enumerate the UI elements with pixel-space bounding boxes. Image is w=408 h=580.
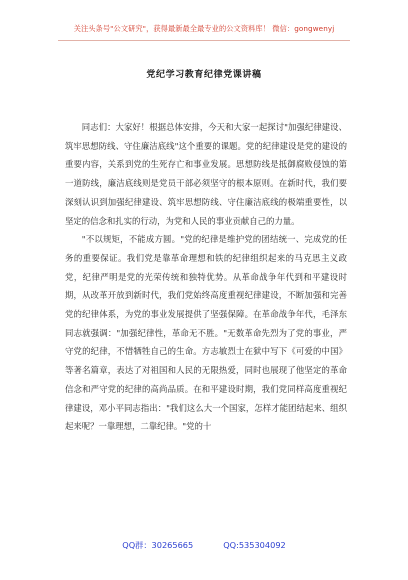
page-title: 党纪学习教育纪律党课讲稿 — [146, 70, 262, 80]
footer-qq-group: QQ群：30265665 — [122, 540, 194, 550]
document-body — [65, 118, 347, 436]
footer-qq: QQ:535304092 — [223, 540, 286, 550]
paragraph-1: 同志们：大家好！根据总体安排，今天和大家一起探讨"加强纪律建设、筑牢思想防线、守住廉洁底线"这个重要的课题。党的纪律建设是党的建设的重要内容，关系到党的生死存亡和事业发展。思想防线是抵御腐败侵蚀的第一道防线，廉洁底线则是党员干部必须坚守的根本原则。在新时代，我们要深刻认识到加强纪律建设、筑牢思想防线、守住廉洁底线的极端重要性，以坚定的信念和扎实的行动，为党和人民的事业贡献自己的力量。 — [65, 122, 347, 226]
header-divider — [58, 40, 350, 41]
header-banner: 关注头条号"公文研究"，获得最新最全最专业的公文资料库！ 微信：gongwenyj — [73, 24, 335, 33]
footer-contact — [0, 540, 408, 551]
paragraph-2: "不以规矩，不能成方圆。"党的纪律是维护党的团结统一、完成党的任务的重要保证。我们党是靠革命理想和铁的纪律组织起来的马克思主义政党，纪律严明是党的光荣传统和独特优势。从革命战争年代到和平建设时期，从改革开放到新时代，我们党始终高度重视纪律建设，不断加强和完善党的纪律体系，为党的事业发展提供了坚强保障。在革命战争年代，毛泽东同志就强调："加强纪律性，革命无不胜。"无数革命先烈为了党的事业，严守党的纪律，不惜牺牲自己的生命。方志敏烈士在狱中写下《可爱的中国》等著名篇章，表达了对祖国和人民的无限热爱，同时也展现了他坚定的革命信念和严守党的纪律的高尚品质。在和平建设时期，我们党同样高度重视纪律建设，邓小平同志指出："我们这么大一个国家，怎样才能团结起来、组织起来呢？一靠理想，二靠纪律。"党的十 — [65, 234, 347, 432]
